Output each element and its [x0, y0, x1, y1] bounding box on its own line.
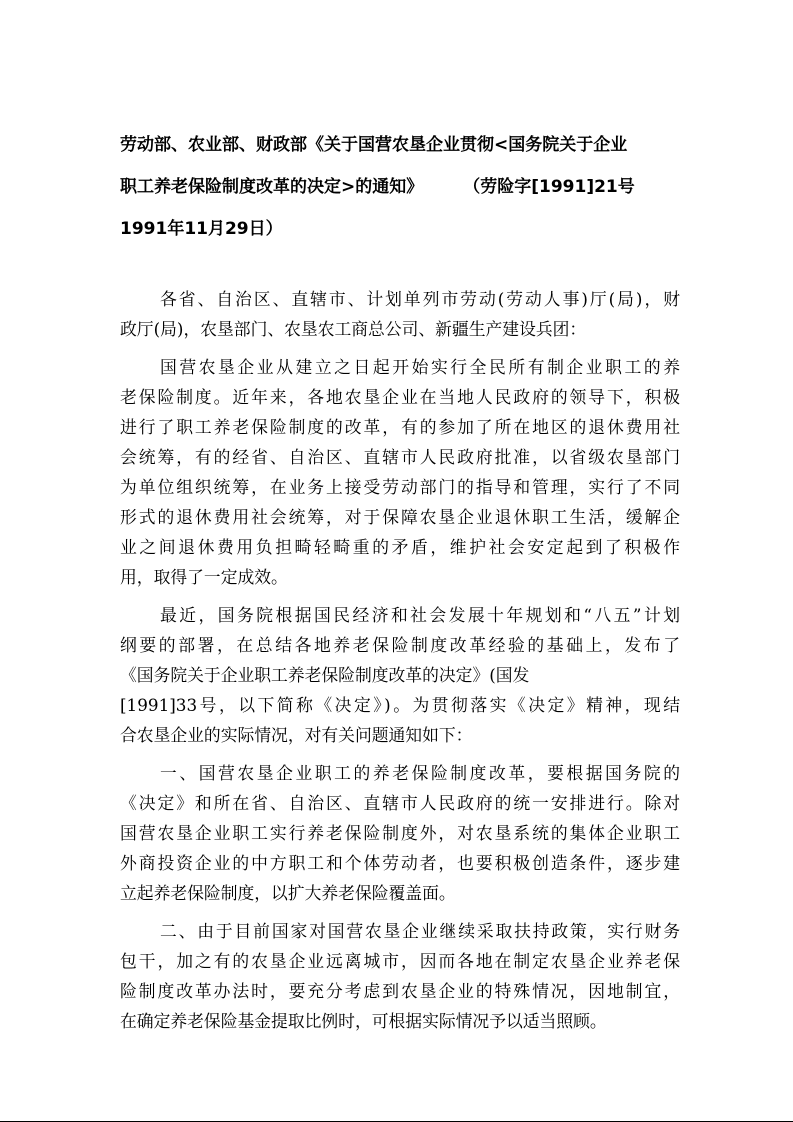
paragraph-line: 政厅(局)，农垦部门、农垦农工商总公司、新疆生产建设兵团： [120, 319, 587, 339]
paragraph-line: 最近，国务院根据国民经济和社会发展十年规划和“八五”计划 [160, 605, 680, 625]
paragraph-line: 形式的退休费用社会统筹，对于保障农垦企业退休职工生活，缓解企 [120, 507, 680, 527]
paragraph-line: 二、由于目前国家对国营农垦企业继续采取扶持政策，实行财务 [160, 921, 680, 941]
document-title [120, 124, 680, 250]
paragraph-line: 国营农垦企业从建立之日起开始实行全民所有制企业职工的养 [160, 357, 680, 377]
paragraph-line: 业之间退休费用负担畸轻畸重的矛盾，维护社会安定起到了积极作 [120, 537, 680, 557]
paragraph-line: 国营农垦企业职工实行养老保险制度外，对农垦系统的集体企业职工 [120, 823, 680, 843]
paragraph-line: 为单位组织统筹，在业务上接受劳动部门的指导和管理，实行了不同 [120, 477, 680, 497]
paragraph-line: 《国务院关于企业职工养老保险制度改革的决定》(国发 [120, 665, 530, 685]
paragraph-line: 《决定》和所在省、自治区、直辖市人民政府的统一安排进行。除对 [120, 793, 680, 813]
paragraph-item-1 [120, 758, 680, 908]
paragraph-line: 合农垦企业的实际情况，对有关问题通知如下： [120, 725, 473, 745]
paragraph-line: 会统筹，有的经省、自治区、直辖市人民政府批准，以省级农垦部门 [120, 447, 680, 467]
paragraph-line: 立起养老保险制度，以扩大养老保险覆盖面。 [120, 883, 456, 903]
document-body [120, 284, 680, 1044]
paragraph-line: 各省、自治区、直辖市、计划单列市劳动(劳动人事)厅(局)，财 [160, 289, 680, 309]
paragraph-line: 在确定养老保险基金提取比例时，可根据实际情况予以适当照顾。 [120, 1011, 607, 1031]
paragraph-line: 险制度改革办法时，要充分考虑到农垦企业的特殊情况，因地制宜， [120, 981, 680, 1001]
paragraph-line: 用，取得了一定成效。 [120, 567, 288, 587]
paragraph-line: 进行了职工养老保险制度的改革，有的参加了所在地区的退休费用社 [120, 417, 680, 437]
paragraph-item-2 [120, 916, 680, 1036]
paragraph-line: 一、国营农垦企业职工的养老保险制度改革，要根据国务院的 [160, 763, 680, 783]
paragraph-line: [1991]33号，以下简称《决定》)。为贯彻落实《决定》精神，现结 [120, 695, 680, 715]
paragraph-line: 老保险制度。近年来，各地农垦企业在当地人民政府的领导下，积极 [120, 387, 680, 407]
title-line-2-text: 职工养老保险制度改革的决定>的通知》 [120, 177, 424, 197]
paragraph-line: 外商投资企业的中方职工和个体劳动者，也要积极创造条件，逐步建 [120, 853, 680, 873]
paragraph-recent [120, 600, 680, 750]
paragraph-line: 纲要的部署，在总结各地养老保险制度改革经验的基础上，发布了 [120, 635, 680, 655]
title-line-1: 劳动部、农业部、财政部《关于国营农垦企业贯彻<国务院关于企业 [120, 135, 628, 155]
paragraph-addressees [120, 284, 680, 344]
document-number: （劳险字[1991]21号 [463, 177, 635, 197]
paragraph-background [120, 352, 680, 592]
document-date: 1991年11月29日） [120, 219, 283, 239]
title-line-2 [120, 166, 680, 208]
paragraph-line: 包干，加之有的农垦企业远离城市，因而各地在制定农垦企业养老保 [120, 951, 680, 971]
